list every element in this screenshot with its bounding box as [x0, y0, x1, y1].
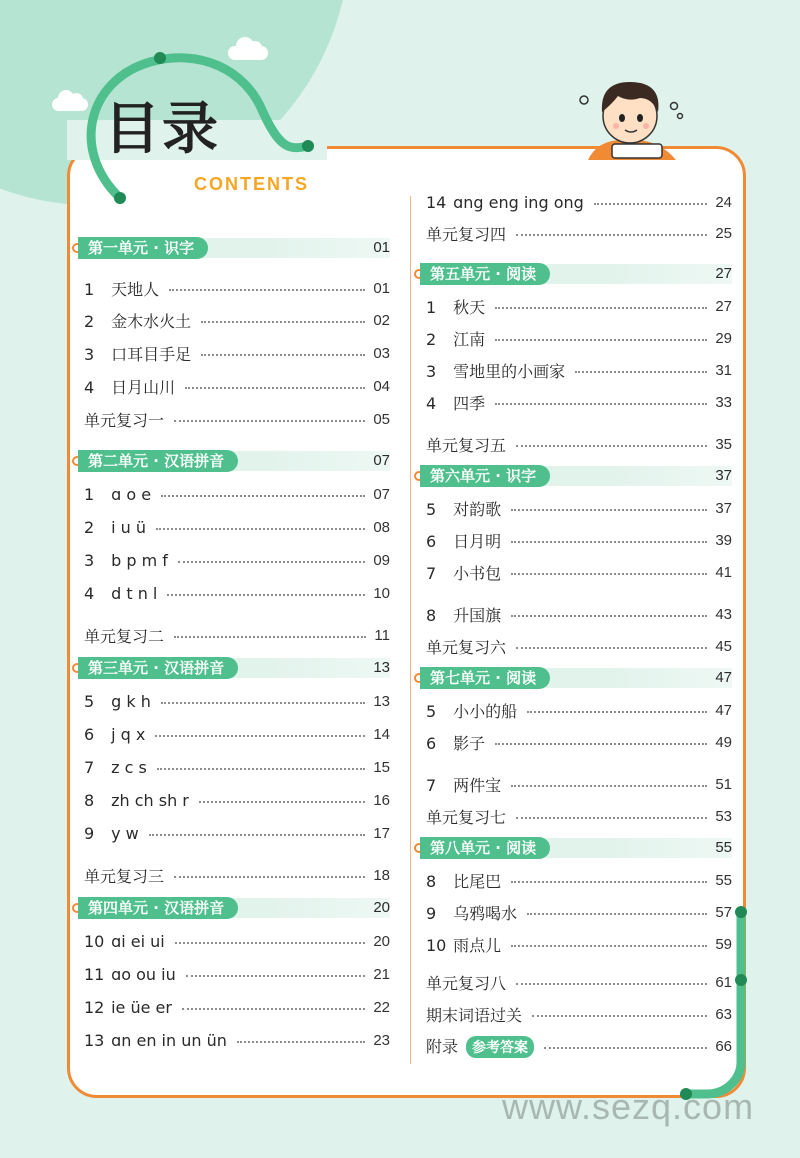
entry-title: 小小的船 [453, 701, 518, 721]
entry-number: 4 [84, 377, 95, 397]
entry-number: 7 [426, 775, 437, 795]
entry-label [426, 222, 512, 245]
dot-leader [157, 768, 366, 770]
entry-number: 5 [426, 701, 437, 721]
entry-label [84, 932, 171, 951]
page-number: 16 [373, 791, 390, 809]
entry-title: b p m f [111, 550, 168, 570]
toc-entry[interactable] [426, 221, 732, 245]
entry-label [426, 193, 590, 212]
toc-entry[interactable] [84, 276, 390, 300]
page-number: 10 [373, 584, 390, 602]
entry-number: 3 [426, 361, 437, 381]
dot-leader [161, 702, 365, 704]
dot-leader [511, 541, 707, 543]
dot-leader [495, 339, 707, 341]
page-number: 27 [715, 297, 732, 315]
toc-entry[interactable] [426, 390, 732, 414]
unit-title: 第六单元 · 识字 [420, 465, 550, 487]
page-number: 07 [373, 485, 390, 503]
entry-label [426, 933, 507, 956]
page-number: 11 [374, 626, 390, 644]
toc-entry[interactable] [84, 548, 390, 572]
page-number: 49 [715, 733, 732, 751]
entry-label [84, 277, 165, 300]
entry-label [426, 635, 512, 658]
page-number: 55 [715, 839, 732, 856]
page-number: 01 [373, 239, 390, 256]
entry-label [84, 551, 174, 570]
entry-title: ɑn en in un ün [111, 1030, 227, 1050]
entry-title: d t n l [111, 583, 158, 603]
entry-label [426, 1034, 540, 1058]
entry-label [84, 824, 145, 843]
entry-number: 14 [426, 192, 447, 212]
page-number: 61 [715, 973, 732, 991]
dot-leader [495, 307, 707, 309]
entry-title: ɑng eng ing ong [453, 192, 584, 212]
entry-number: 2 [426, 329, 437, 349]
toc-entry[interactable] [426, 560, 732, 584]
dot-leader [527, 711, 707, 713]
toc-entry[interactable] [426, 868, 732, 892]
entry-number: 13 [84, 1030, 105, 1050]
dot-leader [199, 801, 365, 803]
toc-entry[interactable] [84, 623, 390, 647]
page-number: 13 [373, 659, 390, 676]
entry-label [84, 485, 157, 504]
page-number: 09 [373, 551, 390, 569]
entry-title: 金木水火土 [111, 311, 192, 331]
entry-title: ɑ o e [111, 484, 152, 504]
dot-leader [594, 203, 708, 205]
dot-leader [155, 735, 365, 737]
entry-label [426, 391, 491, 414]
dot-leader [544, 1047, 707, 1049]
page-number: 55 [715, 871, 732, 889]
page-number: 27 [715, 265, 732, 282]
entry-label [426, 603, 507, 626]
toc-entry[interactable] [426, 1002, 732, 1026]
entry-title: 单元复习八 [426, 973, 507, 993]
page-number: 04 [373, 377, 390, 395]
entry-label [426, 327, 491, 350]
entry-title: z c s [111, 757, 147, 777]
page-number: 37 [715, 467, 732, 484]
toc-entry[interactable] [84, 755, 390, 779]
page-number: 41 [715, 563, 732, 581]
entry-title: 单元复习五 [426, 435, 507, 455]
page-number: 22 [373, 998, 390, 1016]
entry-title: 两件宝 [453, 775, 502, 795]
dot-leader [201, 354, 365, 356]
entry-label [426, 295, 491, 318]
entry-number: 12 [84, 997, 105, 1017]
toc-entry[interactable] [84, 374, 390, 398]
entry-number: 7 [426, 563, 437, 583]
unit-header[interactable] [406, 836, 732, 860]
page-number: 47 [715, 669, 732, 686]
toc-entry[interactable] [84, 515, 390, 539]
page-number: 21 [373, 965, 390, 983]
entry-label [84, 758, 153, 777]
dot-leader [174, 420, 365, 422]
toc-entry[interactable] [426, 326, 732, 350]
entry-label [426, 731, 491, 754]
title-block [104, 97, 309, 194]
toc-entry[interactable] [426, 528, 732, 552]
toc-entry[interactable] [426, 698, 732, 722]
toc-entry[interactable] [84, 581, 390, 605]
dot-leader [174, 636, 366, 638]
entry-number: 9 [426, 903, 437, 923]
dot-leader [495, 403, 707, 405]
dot-leader [237, 1041, 365, 1043]
entry-number: 10 [84, 931, 105, 951]
unit-header[interactable] [406, 262, 732, 286]
toc-entry[interactable] [84, 341, 390, 365]
entry-title: 比尾巴 [453, 871, 502, 891]
entry-title: 口耳目手足 [111, 344, 192, 364]
dot-leader [511, 573, 707, 575]
entry-number: 4 [426, 393, 437, 413]
entry-label [426, 805, 512, 828]
dot-leader [516, 817, 707, 819]
page-number: 45 [715, 637, 732, 655]
toc-entry[interactable] [84, 863, 390, 887]
entry-title: 雨点儿 [453, 935, 502, 955]
unit-header[interactable] [64, 656, 390, 680]
unit-title: 第二单元 · 汉语拼音 [78, 450, 238, 472]
toc-entry[interactable] [426, 900, 732, 924]
toc-entry[interactable] [84, 722, 390, 746]
entry-label [426, 359, 571, 382]
entry-number: 1 [84, 279, 95, 299]
toc-entry[interactable] [426, 730, 732, 754]
entry-title: y w [111, 823, 139, 843]
toc-entry[interactable] [426, 634, 732, 658]
dot-leader [516, 983, 707, 985]
page-number: 47 [715, 701, 732, 719]
entry-label [84, 624, 170, 647]
entry-label [84, 725, 151, 744]
dot-leader [511, 615, 707, 617]
toc-entry[interactable] [84, 689, 390, 713]
entry-label [84, 309, 197, 332]
entry-number: 1 [426, 297, 437, 317]
dot-leader [511, 881, 707, 883]
page-number: 18 [373, 866, 390, 884]
page-number: 23 [373, 1031, 390, 1049]
dot-leader [167, 594, 365, 596]
page-number: 25 [715, 224, 732, 242]
dot-leader [511, 509, 707, 511]
dot-leader [516, 234, 707, 236]
entry-label [426, 901, 523, 924]
entry-title: 日月山川 [111, 377, 176, 397]
entry-number: 3 [84, 344, 95, 364]
entry-label [84, 584, 163, 603]
page-number: 13 [373, 692, 390, 710]
toc-entry[interactable] [426, 358, 732, 382]
entry-number: 2 [84, 311, 95, 331]
entry-label [426, 773, 507, 796]
toc-entry[interactable] [84, 821, 390, 845]
entry-label [84, 375, 181, 398]
toc-entry[interactable] [84, 482, 390, 506]
entry-title: 秋天 [453, 297, 486, 317]
page-number: 33 [715, 393, 732, 411]
toc-entry[interactable] [84, 407, 390, 431]
appendix-entry[interactable] [426, 1034, 732, 1058]
cartoon-boy-illustration [578, 68, 688, 168]
entry-title: 乌鸦喝水 [453, 903, 518, 923]
unit-title: 第一单元 · 识字 [78, 237, 208, 259]
dot-leader [516, 647, 707, 649]
unit-header[interactable] [406, 464, 732, 488]
page-number: 59 [715, 935, 732, 953]
unit-header[interactable] [64, 896, 390, 920]
entry-title: ɑo ou iu [111, 964, 176, 984]
page-number: 02 [373, 311, 390, 329]
entry-title: 单元复习七 [426, 807, 507, 827]
page-number: 66 [715, 1037, 732, 1055]
entry-title: 期末词语过关 [426, 1005, 523, 1025]
page-number: 14 [373, 725, 390, 743]
dot-leader [161, 495, 365, 497]
dot-leader [175, 942, 366, 944]
entry-title: 附录 [426, 1037, 459, 1056]
entry-number: 9 [84, 823, 95, 843]
entry-number: 8 [426, 871, 437, 891]
entry-title: 江南 [453, 329, 486, 349]
unit-header[interactable] [64, 449, 390, 473]
entry-title: 小书包 [453, 563, 502, 583]
entry-label [426, 529, 507, 552]
entry-number: 8 [426, 605, 437, 625]
entry-title: 对韵歌 [453, 499, 502, 519]
entry-label [426, 869, 507, 892]
toc-entry[interactable] [84, 308, 390, 332]
entry-number: 1 [84, 484, 95, 504]
page-number: 07 [373, 452, 390, 469]
entry-label [84, 791, 195, 810]
dot-leader [169, 289, 365, 291]
dot-leader [511, 785, 707, 787]
unit-title: 第四单元 · 汉语拼音 [78, 897, 238, 919]
unit-title: 第八单元 · 阅读 [420, 837, 550, 859]
page-number: 39 [715, 531, 732, 549]
entry-number: 6 [84, 724, 95, 744]
toc-entry[interactable] [426, 294, 732, 318]
entry-label [426, 699, 523, 722]
entry-number: 7 [84, 757, 95, 777]
entry-title: 雪地里的小画家 [453, 361, 566, 381]
entry-number: 8 [84, 790, 95, 810]
dot-leader [495, 743, 707, 745]
page-title: 目录 [104, 97, 220, 162]
toc-entry[interactable] [426, 804, 732, 828]
entry-label [84, 965, 182, 984]
page-number: 31 [715, 361, 732, 379]
toc-entry[interactable] [426, 932, 732, 956]
dot-leader [156, 528, 365, 530]
entry-title: ɑi ei ui [111, 931, 165, 951]
page-number: 03 [373, 344, 390, 362]
page-number: 01 [373, 279, 390, 297]
page-number: 53 [715, 807, 732, 825]
entry-title: 升国旗 [453, 605, 502, 625]
page-number: 15 [373, 758, 390, 776]
entry-label [84, 408, 170, 431]
entry-title: zh ch sh r [111, 790, 189, 810]
unit-title: 第五单元 · 阅读 [420, 263, 550, 285]
entry-title: 单元复习三 [84, 866, 165, 886]
dot-leader [186, 975, 366, 977]
page-number: 63 [715, 1005, 732, 1023]
toc-entry[interactable] [426, 970, 732, 994]
dot-leader [149, 834, 366, 836]
dot-leader [201, 321, 365, 323]
entry-title: 天地人 [111, 279, 160, 299]
unit-header[interactable] [64, 236, 390, 260]
page-subtitle: CONTENTS [194, 174, 309, 194]
entry-title: i u ü [111, 517, 146, 537]
entry-label [426, 497, 507, 520]
entry-label [84, 342, 197, 365]
entry-number: 4 [84, 583, 95, 603]
entry-label [426, 561, 507, 584]
entry-title: 单元复习二 [84, 626, 165, 646]
dot-leader [532, 1015, 707, 1017]
column-divider [410, 196, 411, 1064]
toc-entry[interactable] [84, 962, 390, 986]
entry-title: 四季 [453, 393, 486, 413]
entry-number: 5 [84, 691, 95, 711]
toc-entry[interactable] [84, 1028, 390, 1052]
toc-entry[interactable] [84, 995, 390, 1019]
toc-entry[interactable] [84, 929, 390, 953]
entry-title: 单元复习六 [426, 637, 507, 657]
entry-label [426, 1003, 528, 1026]
page-number: 37 [715, 499, 732, 517]
entry-label [84, 998, 178, 1017]
page-number: 20 [373, 932, 390, 950]
page-number: 20 [373, 899, 390, 916]
page-number: 35 [715, 435, 732, 453]
toc-entry[interactable] [426, 772, 732, 796]
dot-leader [511, 945, 707, 947]
page-number: 51 [715, 775, 732, 793]
dot-leader [516, 445, 707, 447]
unit-header[interactable] [406, 666, 732, 690]
entry-label [84, 1031, 233, 1050]
entry-number: 6 [426, 531, 437, 551]
dot-leader [575, 371, 707, 373]
page-number: 57 [715, 903, 732, 921]
toc-entry[interactable] [84, 788, 390, 812]
toc-entry[interactable] [426, 190, 732, 214]
entry-title: g k h [111, 691, 151, 711]
unit-title: 第七单元 · 阅读 [420, 667, 550, 689]
dot-leader [178, 561, 365, 563]
entry-label [84, 692, 157, 711]
entry-number: 2 [84, 517, 95, 537]
page-number: 24 [715, 193, 732, 211]
entry-label [426, 433, 512, 456]
toc-entry[interactable] [426, 496, 732, 520]
toc-entry[interactable] [426, 432, 732, 456]
entry-title: 单元复习一 [84, 410, 165, 430]
entry-title: 日月明 [453, 531, 502, 551]
dot-leader [182, 1008, 365, 1010]
entry-title: 影子 [453, 733, 486, 753]
entry-number: 11 [84, 964, 105, 984]
entry-label [426, 971, 512, 994]
answer-badge: 参考答案 [466, 1036, 534, 1058]
page-number: 17 [373, 824, 390, 842]
entry-title: j q x [111, 724, 146, 744]
watermark: www.sezq.com [502, 1086, 755, 1127]
toc-entry[interactable] [426, 602, 732, 626]
entry-number: 6 [426, 733, 437, 753]
dot-leader [174, 876, 365, 878]
dot-leader [527, 913, 707, 915]
entry-label [84, 518, 152, 537]
entry-title: ie üe er [111, 997, 172, 1017]
page-number: 43 [715, 605, 732, 623]
entry-number: 3 [84, 550, 95, 570]
entry-label [84, 864, 170, 887]
dot-leader [185, 387, 365, 389]
entry-number: 5 [426, 499, 437, 519]
entry-title: 单元复习四 [426, 224, 507, 244]
unit-title: 第三单元 · 汉语拼音 [78, 657, 238, 679]
page-number: 05 [373, 410, 390, 428]
page-number: 08 [373, 518, 390, 536]
entry-number: 10 [426, 935, 447, 955]
page-number: 29 [715, 329, 732, 347]
